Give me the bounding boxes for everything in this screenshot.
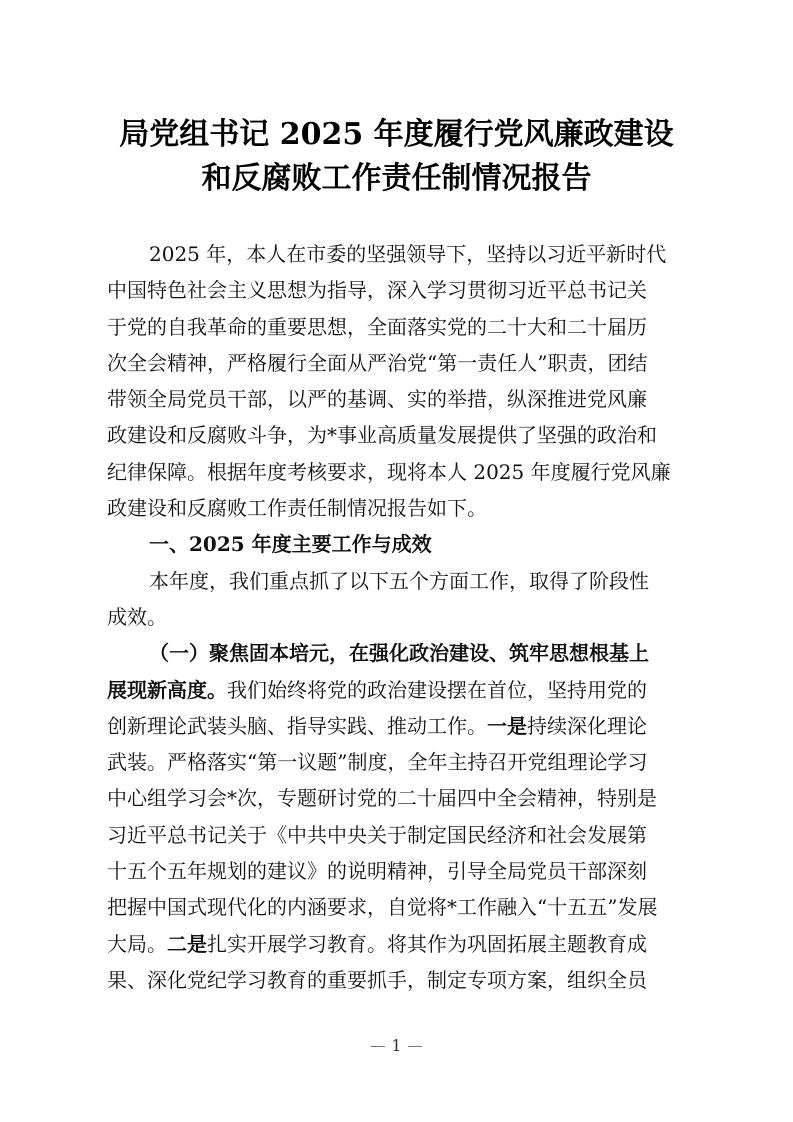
text-run: 创新理论武装头脑、指导实践、推动工作。 <box>107 713 487 738</box>
paragraph-line: 政建设和反腐败斗争，为*事业高质量发展提供了坚强的政治和 <box>107 423 657 448</box>
text-run: 大局。 <box>107 931 167 956</box>
paragraph-line: 把握中国式现代化的内涵要求，自觉将*工作融入“十五五”发展 <box>107 895 658 920</box>
point-label: 二是 <box>167 931 207 956</box>
paragraph-line: 纪律保障。根据年度考核要求，现将本人 2025 年度履行党风廉 <box>107 459 671 484</box>
page-number-text: 1 <box>391 1036 402 1055</box>
section-heading: 一、2025 年度主要工作与成效 <box>149 532 432 557</box>
paragraph-line: 武装。严格落实“第一议题”制度，全年主持召开党组理论学习 <box>107 750 648 775</box>
paragraph-line: 本年度，我们重点抓了以下五个方面工作，取得了阶段性 <box>149 568 649 593</box>
paragraph-line: 成效。 <box>107 604 167 629</box>
text-run: 持续深化理论 <box>527 713 647 738</box>
subsection-heading: （一）聚焦固本培元，在强化政治建设、筑牢思想根基上 <box>149 641 649 666</box>
point-label: 一是 <box>487 713 527 738</box>
paragraph-line: 次全会精神，严格履行全面从严治党“第一责任人”职责，团结 <box>107 350 648 375</box>
paragraph-line: 十五个五年规划的建议》的说明精神，引导全局党员干部深刻 <box>107 859 647 884</box>
paragraph-line: 于党的自我革命的重要思想，全面落实党的二十大和二十届历 <box>107 314 647 339</box>
paragraph-line: 果、深化党纪学习教育的重要抓手，制定专项方案，组织全员 <box>107 967 647 992</box>
title-line-1: 局党组书记 2025 年度履行党风廉政建设 <box>119 117 674 152</box>
paragraph-line: 带领全局党员干部，以严的基调、实的举措，纵深推进党风廉 <box>107 387 647 412</box>
paragraph-line <box>107 926 687 962</box>
paragraph-line <box>107 672 687 708</box>
dash-left <box>371 1046 385 1047</box>
paragraph-line: 2025 年，本人在市委的坚强领导下，坚持以习近平新时代 <box>149 242 667 266</box>
paragraph-line: 政建设和反腐败工作责任制情况报告如下。 <box>107 496 487 521</box>
dash-right <box>408 1046 422 1047</box>
paragraph-line: 习近平总书记关于《中共中央关于制定国民经济和社会发展第 <box>107 822 647 847</box>
text-run: 我们始终将党的政治建设摆在首位，坚持用党的 <box>227 677 647 702</box>
text-run: 扎实开展学习教育。将其作为巩固拓展主题教育成 <box>207 931 647 956</box>
title-line-2: 和反腐败工作责任制情况报告 <box>201 161 592 196</box>
page-number <box>0 1036 793 1055</box>
paragraph-line: 中心组学习会*次，专题研讨党的二十届四中全会精神，特别是 <box>107 786 657 811</box>
document-body <box>107 236 687 998</box>
subsection-heading-end: 展现新高度。 <box>107 677 227 702</box>
paragraph-line <box>107 708 687 744</box>
paragraph-line: 中国特色社会主义思想为指导，深入学习贯彻习近平总书记关 <box>107 278 647 303</box>
